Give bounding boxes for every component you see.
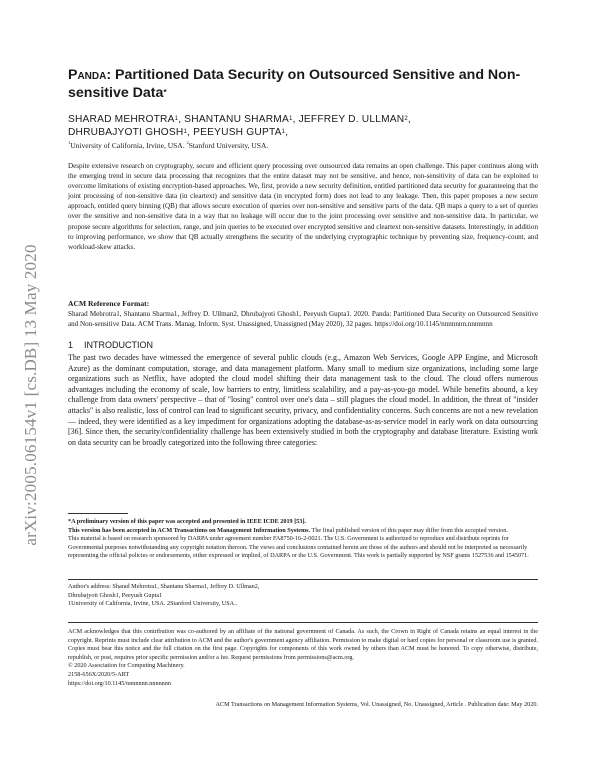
acm-ref-text: Sharad Mehrotra1, Shantanu Sharma1, Jeffrey D. Ullman2, Dhrubajyoti Ghosh1, Peeyush Gupta1. 2020. Panda: Partitioned Data Security on Outsourced Sensitive and Non-sensitive Data. ACM Trans. Manag. Inform. Syst. Unassigned, Unassigned (May 2020), 32 pages. https://doi.org/10.1145/nnnnnnn.nnnnnnn xyxy=(68,310,538,329)
doi-link[interactable]: https://doi.org/10.1145/nnnnnnn.nnnnnnn xyxy=(68,679,171,687)
author-line-1: SHARAD MEHROTRA$^1$, SHANTANU SHARMA$^1$, JEFFREY D. ULLMAN$^2$, xyxy=(68,114,411,125)
author-line-2: DHRUBAJYOTI GHOSH$^1$, PEEYUSH GUPTA$^1$, xyxy=(68,127,289,138)
issn: 2158-656X/2020/5-ART xyxy=(68,670,130,678)
section-number: 1 xyxy=(68,340,74,350)
abstract: Despite extensive research on cryptography, secure and efficient query processing over outsourced data remains an open challenge. This paper continues along with the emerging trend in secure data processing that recognizes that the entire dataset may not be sensitive, and hence, non-sensitivity of data can be exploited to overcome limitations of existing encryption-based approaches. We, first, provide a new security definition, entitled partitioned data security for guaranteeing that the joint processing of non-sensitive data (in cleartext) and sensitive data (in encrypted form) does not lead to any leakage. Then, this paper proposes a new secure approach, entitled query binning (QB) that allows secure execution of queries over non-sensitive and sensitive parts of the data. QB maps a query to a set of queries over the sensitive and non-sensitive data in a way that no leakage will occur due to the joint processing over sensitive and non-sensitive data. In particular, we propose secure algorithms for selection, range, and join queries to be executed over encrypted sensitive and cleartext non-sensitive datasets. Interestingly, in addition to improving performance, we show that QB actually strengthens the security of the underlying cryptographic technique by preventing size, frequency-count, and workload-skew attacks. xyxy=(68,162,538,251)
affiliation xyxy=(68,141,538,150)
acm-notice: ACM acknowledges that this contribution was co-authored by an affiliate of the national government of Canada. As such, the Crown in Right of Canada retains an equal interest in the copyright. Reprints must include clear attribution to ACM and the author's government agency affiliation. Permission to make digital or hard copies for personal or classroom use is granted. Copies must bear this notice and the full citation on the first page. Copyrights for components of this work owned by others than ACM must be honored. To copy otherwise, distribute, republish, or post, requires prior specific permission and/or a fee. Request permissions from permissions@acm.org. xyxy=(68,628,538,661)
footnotes xyxy=(68,518,538,561)
copyright: © 2020 Association for Computing Machinery. xyxy=(68,662,185,670)
affil-mark-2: 2 xyxy=(186,140,189,145)
intro-paragraph: The past two decades have witnessed the emergence of several public clouds (e.g., Amazon Web Services, Google APP Engine, and Microsoft Azure) as the dominant computation, storage, and data management platform. Many small to medium size organizations, including some large organizations such as Netflix, have adopted the cloud model shifting their data management task to the cloud. The cloud offers numerous advantages including the economy of scale, low barriers to entry, limitless scalability, and a pay-as-you-go model. While benefits abound, a key challenge from data owners' perspective – that of "losing" control over one's data – still plagues the cloud model. In addition, the threat of "insider attacks" is also realistic, loss of control can lead to significant security, privacy, and confidentiality concerns. Such concerns are not a new revelation — indeed, they were identified as a key impediment for organizations adopting the database-as-as-service model in early work on data outsourcing [36]. Since then, the security/confidentiality challenge has been extensively studied in both the cryptography and database literature. Existing work on data security can be broadly categorized into the following three categories: xyxy=(68,353,538,447)
address-line-2: Dhrubajyoti Ghosh1, Peeyush Gupta1 xyxy=(68,591,163,599)
affil-mark-1: 1 xyxy=(68,140,71,145)
acm-notice-block xyxy=(68,628,538,688)
affil-2: Stanford University, USA. xyxy=(188,141,269,150)
footnote-acceptance xyxy=(68,527,538,536)
page-footer: ACM Transactions on Management Information Systems, Vol. Unassigned, No. Unassigned, Article . Publication date: May 2020. xyxy=(215,701,538,708)
paper-title xyxy=(68,66,538,102)
section-heading xyxy=(68,340,538,350)
address-line-3: 1University of California, Irvine, USA. 2Stanford University, USA.. xyxy=(68,600,238,608)
title-star: * xyxy=(163,87,167,97)
acm-ref-heading: ACM Reference Format: xyxy=(68,299,150,308)
notice-rule xyxy=(68,622,538,623)
footnote-acceptance-bold: This version has been accepted in ACM Transactions on Management Information Systems. xyxy=(68,526,311,534)
section-title: INTRODUCTION xyxy=(84,340,153,350)
address-rule xyxy=(68,579,538,580)
title-text: : Partitioned Data Security on Outsourced Sensitive and Non-sensitive Data xyxy=(68,67,521,101)
arxiv-stamp: arXiv:2005.06154v1 [cs.DB] 13 May 2020 xyxy=(21,244,40,546)
author-addresses xyxy=(68,583,538,609)
affil-1: University of California, Irvine, USA. xyxy=(70,141,187,150)
address-line-1: Author's address: Sharad Mehrotra1, Shantanu Sharma1, Jeffrey D. Ullman2, xyxy=(68,583,260,590)
system-name: Panda xyxy=(68,67,107,83)
footnote-funding: This material is based on research sponsored by DARPA under agreement number FA8750-16-2-0021. The U.S. Government is authorized to reproduce and distribute reprints for Governmental purposes notwithstanding any copyright notation thereon. The views and conclusions contained herein are those of the authors and should not be interpreted as necessarily representing the official policies or endorsements, either expressed or implied, of DARPA or the U.S. Government. This work is partially supported by NSF grants 1527536 and 1545071. xyxy=(68,535,529,560)
footnote-acceptance-rest: The final published version of this paper may differ from this accepted version. xyxy=(310,526,508,534)
footnote-preliminary: *A preliminary version of this paper was accepted and presented in IEEE ICDE 2019 [53]. xyxy=(68,518,307,525)
author-list xyxy=(68,113,538,139)
footnote-rule xyxy=(68,513,128,514)
